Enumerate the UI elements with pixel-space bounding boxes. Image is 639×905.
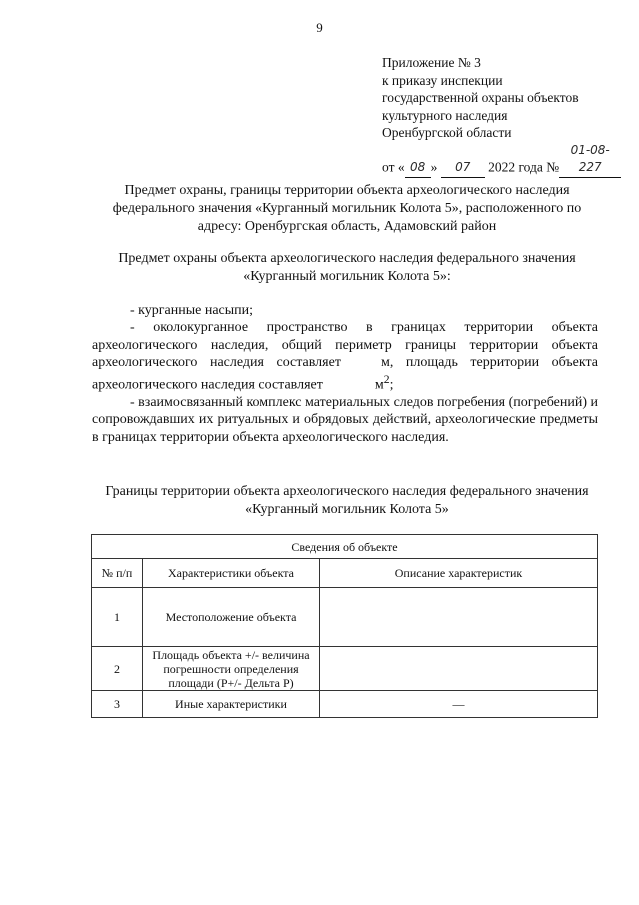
boundaries-heading: Границы территории объекта археологического наследия федерального значения «Курганный могильник Колота 5»: [105, 484, 589, 517]
object-info-table: [91, 534, 598, 718]
table-caption-row: [92, 535, 598, 559]
column-header: Характеристики объекта: [143, 559, 320, 588]
table-row: [92, 691, 598, 718]
handwritten-order-number: 01-08-227: [559, 142, 621, 178]
table-header-row: [92, 559, 598, 588]
table-caption: Сведения об объекте: [92, 535, 598, 559]
handwritten-day: 08: [405, 159, 431, 178]
row-number: 2: [92, 647, 143, 691]
date-prefix: от «: [382, 159, 405, 174]
appendix-line: к приказу инспекции: [382, 72, 503, 88]
unit-superscript: 2: [383, 373, 390, 387]
item-end: ;: [389, 377, 394, 393]
row-characteristic: Местоположение объекта: [143, 588, 320, 647]
row-description: —: [320, 691, 598, 718]
list-item: - курганные насыпи;: [130, 303, 254, 318]
date-year: 2022 года №: [488, 159, 560, 174]
appendix-line: государственной охраны объектов: [382, 90, 579, 105]
appendix-date-line: [382, 142, 621, 178]
table-row: [92, 588, 598, 647]
handwritten-month: 07: [441, 159, 485, 178]
page-number: 9: [316, 20, 323, 35]
list-item: - взаимосвязанный комплекс материальных следов погребения (погребений) и сопровождавших их ритуальных и обрядовых действий, археологические предметы в границах территории объекта археологического наследия.: [92, 395, 598, 445]
row-characteristic: Площадь объекта +/- величина погрешности определения площади (P+/- Дельта P): [143, 647, 320, 691]
item-text: м, площадь территории объекта археологического наследия составляет: [92, 354, 598, 393]
appendix-line: Оренбургской области: [382, 125, 512, 140]
document-title: Предмет охраны, границы территории объекта археологического наследия федерального значения «Курганный могильник Колота 5», расположенного по адресу: Оренбургская область, Адамовский район: [112, 183, 582, 234]
appendix-block: [382, 54, 621, 178]
item-text: - околокурганное пространство в границах территории объекта археологического наследия, общий периметр границы территории объекта археологического наследия составляет: [92, 320, 598, 370]
column-header: Описание характеристик: [320, 559, 598, 588]
appendix-line: культурного наследия: [382, 107, 508, 123]
row-characteristic: Иные характеристики: [143, 691, 320, 718]
subject-items: [92, 302, 598, 446]
unit-text: м: [374, 377, 384, 393]
column-header: № п/п: [92, 559, 143, 588]
list-item: [92, 319, 598, 394]
date-mid: »: [430, 159, 438, 174]
row-description: [320, 647, 598, 691]
subject-heading: Предмет охраны объекта археологического наследия федерального значения «Курганный могильник Колота 5»:: [118, 251, 576, 284]
row-description: [320, 588, 598, 647]
row-number: 3: [92, 691, 143, 718]
row-number: 1: [92, 588, 143, 647]
appendix-line: Приложение № 3: [382, 55, 481, 70]
table-row: [92, 647, 598, 691]
